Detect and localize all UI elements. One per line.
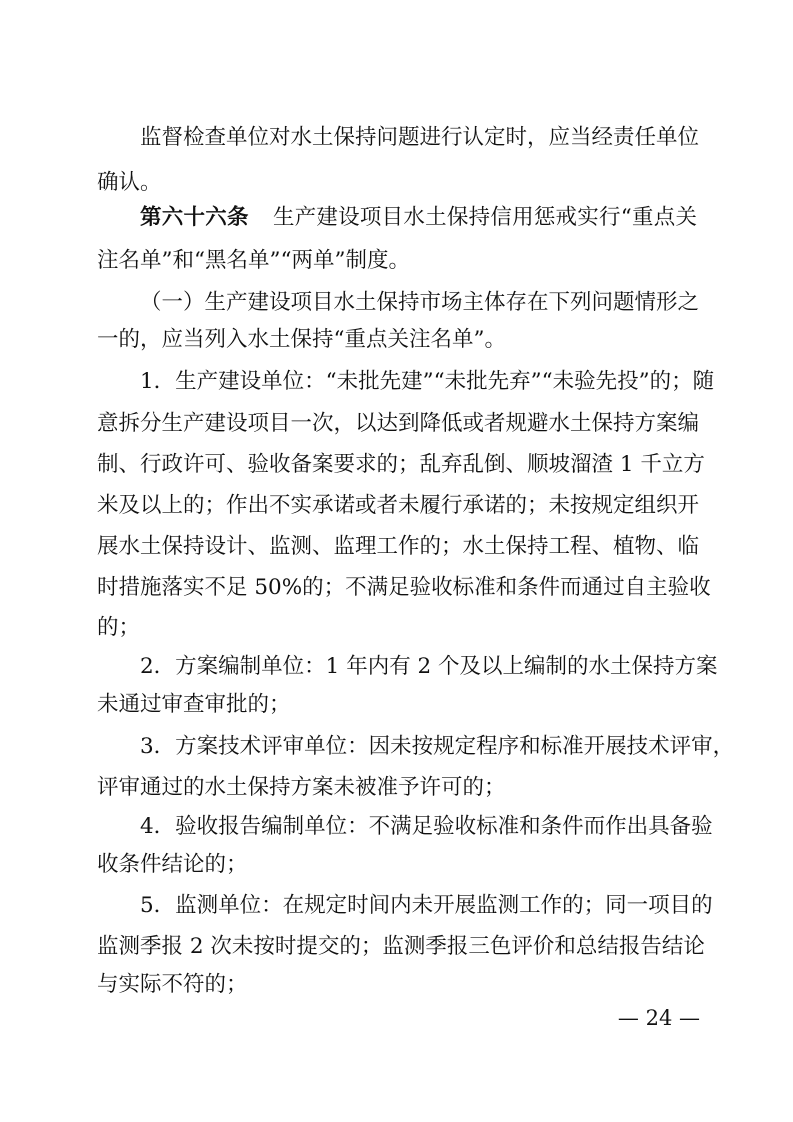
article-heading: 第六十六条 [140, 205, 249, 230]
clause-1-line-2: 一的，应当列入水土保持“重点关注名单”。 [97, 327, 506, 352]
item-1-line-3: 制、行政许可、验收备案要求的；乱弃乱倒、顺坡溜渣 1 千立方 [97, 452, 705, 477]
paragraph-1-line-2: 确认。 [97, 170, 162, 195]
article-66-text-1: 生产建设项目水土保持信用惩戒实行“重点关 [272, 205, 697, 230]
article-66-line-1 [140, 203, 697, 233]
item-4-line-1: 4．验收报告编制单位：不满足验收标准和条件而作出具备验 [140, 814, 713, 839]
item-1-line-4: 米及以上的；作出不实承诺或者未履行承诺的；未按规定组织开 [97, 493, 700, 518]
item-1-line-7: 的； [97, 615, 141, 640]
item-1-line-1: 1．生产建设单位：“未批先建”“未批先弃”“未验先投”的；随 [140, 369, 715, 394]
item-5-line-2: 监测季报 2 次未按时提交的；监测季报三色评价和总结报告结论 [97, 934, 705, 959]
item-3-line-1: 3．方案技术评审单位：因未按规定程序和标准开展技术评审， [140, 734, 735, 759]
item-5-line-1: 5．监测单位：在规定时间内未开展监测工作的；同一项目的 [140, 893, 713, 918]
item-2-line-1: 2．方案编制单位：1 年内有 2 个及以上编制的水土保持方案 [140, 654, 718, 679]
page-number: — 24 — [617, 1006, 700, 1030]
paragraph-1-line-1: 监督检查单位对水土保持问题进行认定时，应当经责任单位 [140, 125, 700, 150]
item-4-line-2: 收条件结论的； [97, 852, 248, 877]
item-3-line-2: 评审通过的水土保持方案未被准予许可的； [97, 775, 506, 800]
clause-1-line-1: （一）生产建设项目水土保持市场主体存在下列问题情形之 [140, 290, 700, 315]
item-1-line-2: 意拆分生产建设项目一次，以达到降低或者规避水土保持方案编 [97, 411, 700, 436]
item-5-line-3: 与实际不符的； [97, 972, 248, 997]
item-1-line-5: 展水土保持设计、监测、监理工作的；水土保持工程、植物、临 [97, 534, 700, 559]
item-2-line-2: 未通过审查审批的； [97, 692, 291, 717]
item-1-line-6: 时措施落实不足 50%的；不满足验收标准和条件而通过自主验收 [97, 575, 711, 600]
article-66-line-2: 注名单”和“黑名单”“两单”制度。 [97, 248, 410, 273]
